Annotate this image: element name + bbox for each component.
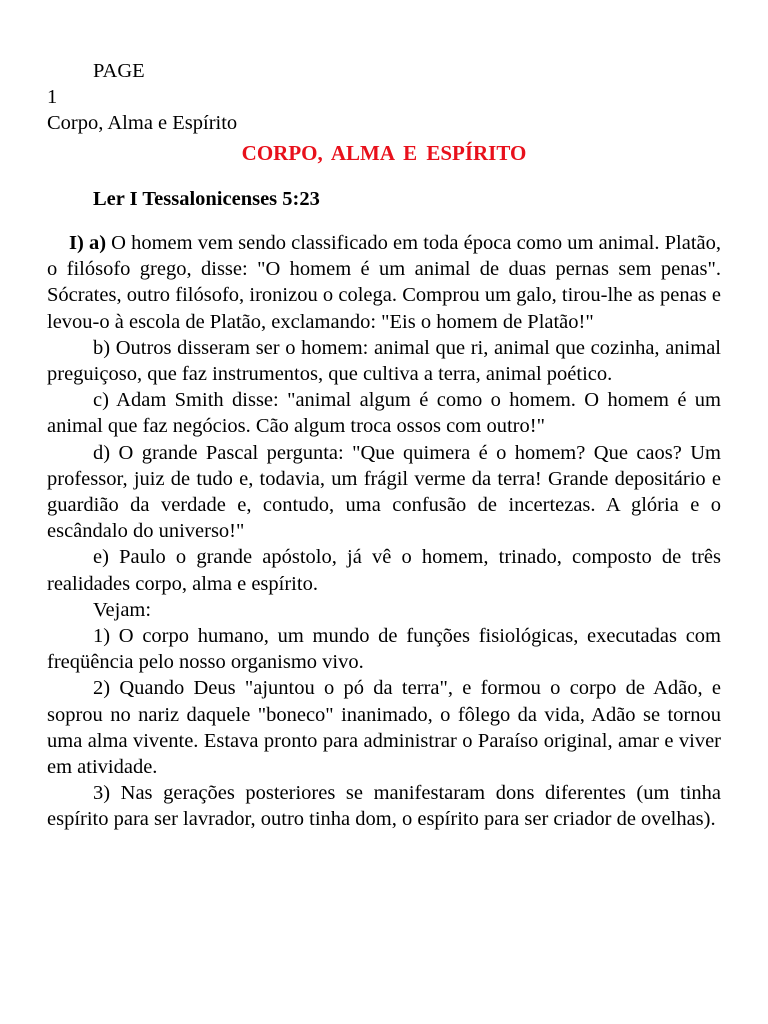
paragraph-c: c) Adam Smith disse: "animal algum é como o homem. O homem é um animal que faz negócios. Cão algum troca ossos com outro!"	[47, 389, 721, 438]
reading-reference: Ler I Tessalonicenses 5:23	[93, 188, 320, 210]
document-page	[47, 58, 721, 833]
page-number: 1	[47, 86, 58, 108]
paragraph-1: 1) O corpo humano, um mundo de funções fisiológicas, executadas com freqüência pelo nosso organismo vivo.	[47, 625, 721, 674]
paragraph-a-text: O homem vem sendo classificado em toda época como um animal. Platão, o filósofo grego, disse: "O homem é um animal de duas pernas sem penas". Sócrates, outro filósofo, ironizou o colega. Comprou um galo, tirou-lhe as penas e levou-o à escola de Platão, exclamando: "Eis o homem de Platão!"	[47, 232, 721, 333]
paragraph-d: d) O grande Pascal pergunta: "Que quimera é o homem? Que caos? Um professor, juiz de tudo e, todavia, um frágil verme da terra! Grande depositário e guardião da verdade e, contudo, uma confusão de incertezas. A glória e o escândalo do universo!"	[47, 441, 721, 543]
paragraph-e: e) Paulo o grande apóstolo, já vê o homem, trinado, composto de três realidades corpo, alma e espírito.	[47, 546, 721, 595]
paragraph-vejam: Vejam:	[93, 598, 152, 621]
section-marker: I) a)	[69, 232, 107, 254]
paragraph-2: 2) Quando Deus "ajuntou o pó da terra", e formou o corpo de Adão, e soprou no nariz daquele "boneco" inanimado, o fôlego da vida, Adão se tornou uma alma vivente. Estava pronto para administrar o Paraíso original, amar e viver em atividade.	[47, 677, 721, 779]
page-field-code: PAGE	[93, 60, 145, 82]
running-title: Corpo, Alma e Espírito	[47, 112, 238, 134]
paragraph-a	[47, 230, 721, 335]
paragraph-3: 3) Nas gerações posteriores se manifestaram dons diferentes (um tinha espírito para ser lavrador, outro tinha dom, o espírito para ser criador de ovelhas).	[47, 782, 721, 831]
paragraph-b: b) Outros disseram ser o homem: animal que ri, animal que cozinha, animal preguiçoso, que faz instrumentos, que cultiva a terra, animal poético.	[47, 336, 721, 386]
document-title: CORPO, ALMA E ESPÍRITO	[241, 141, 527, 165]
body-text	[47, 230, 721, 833]
